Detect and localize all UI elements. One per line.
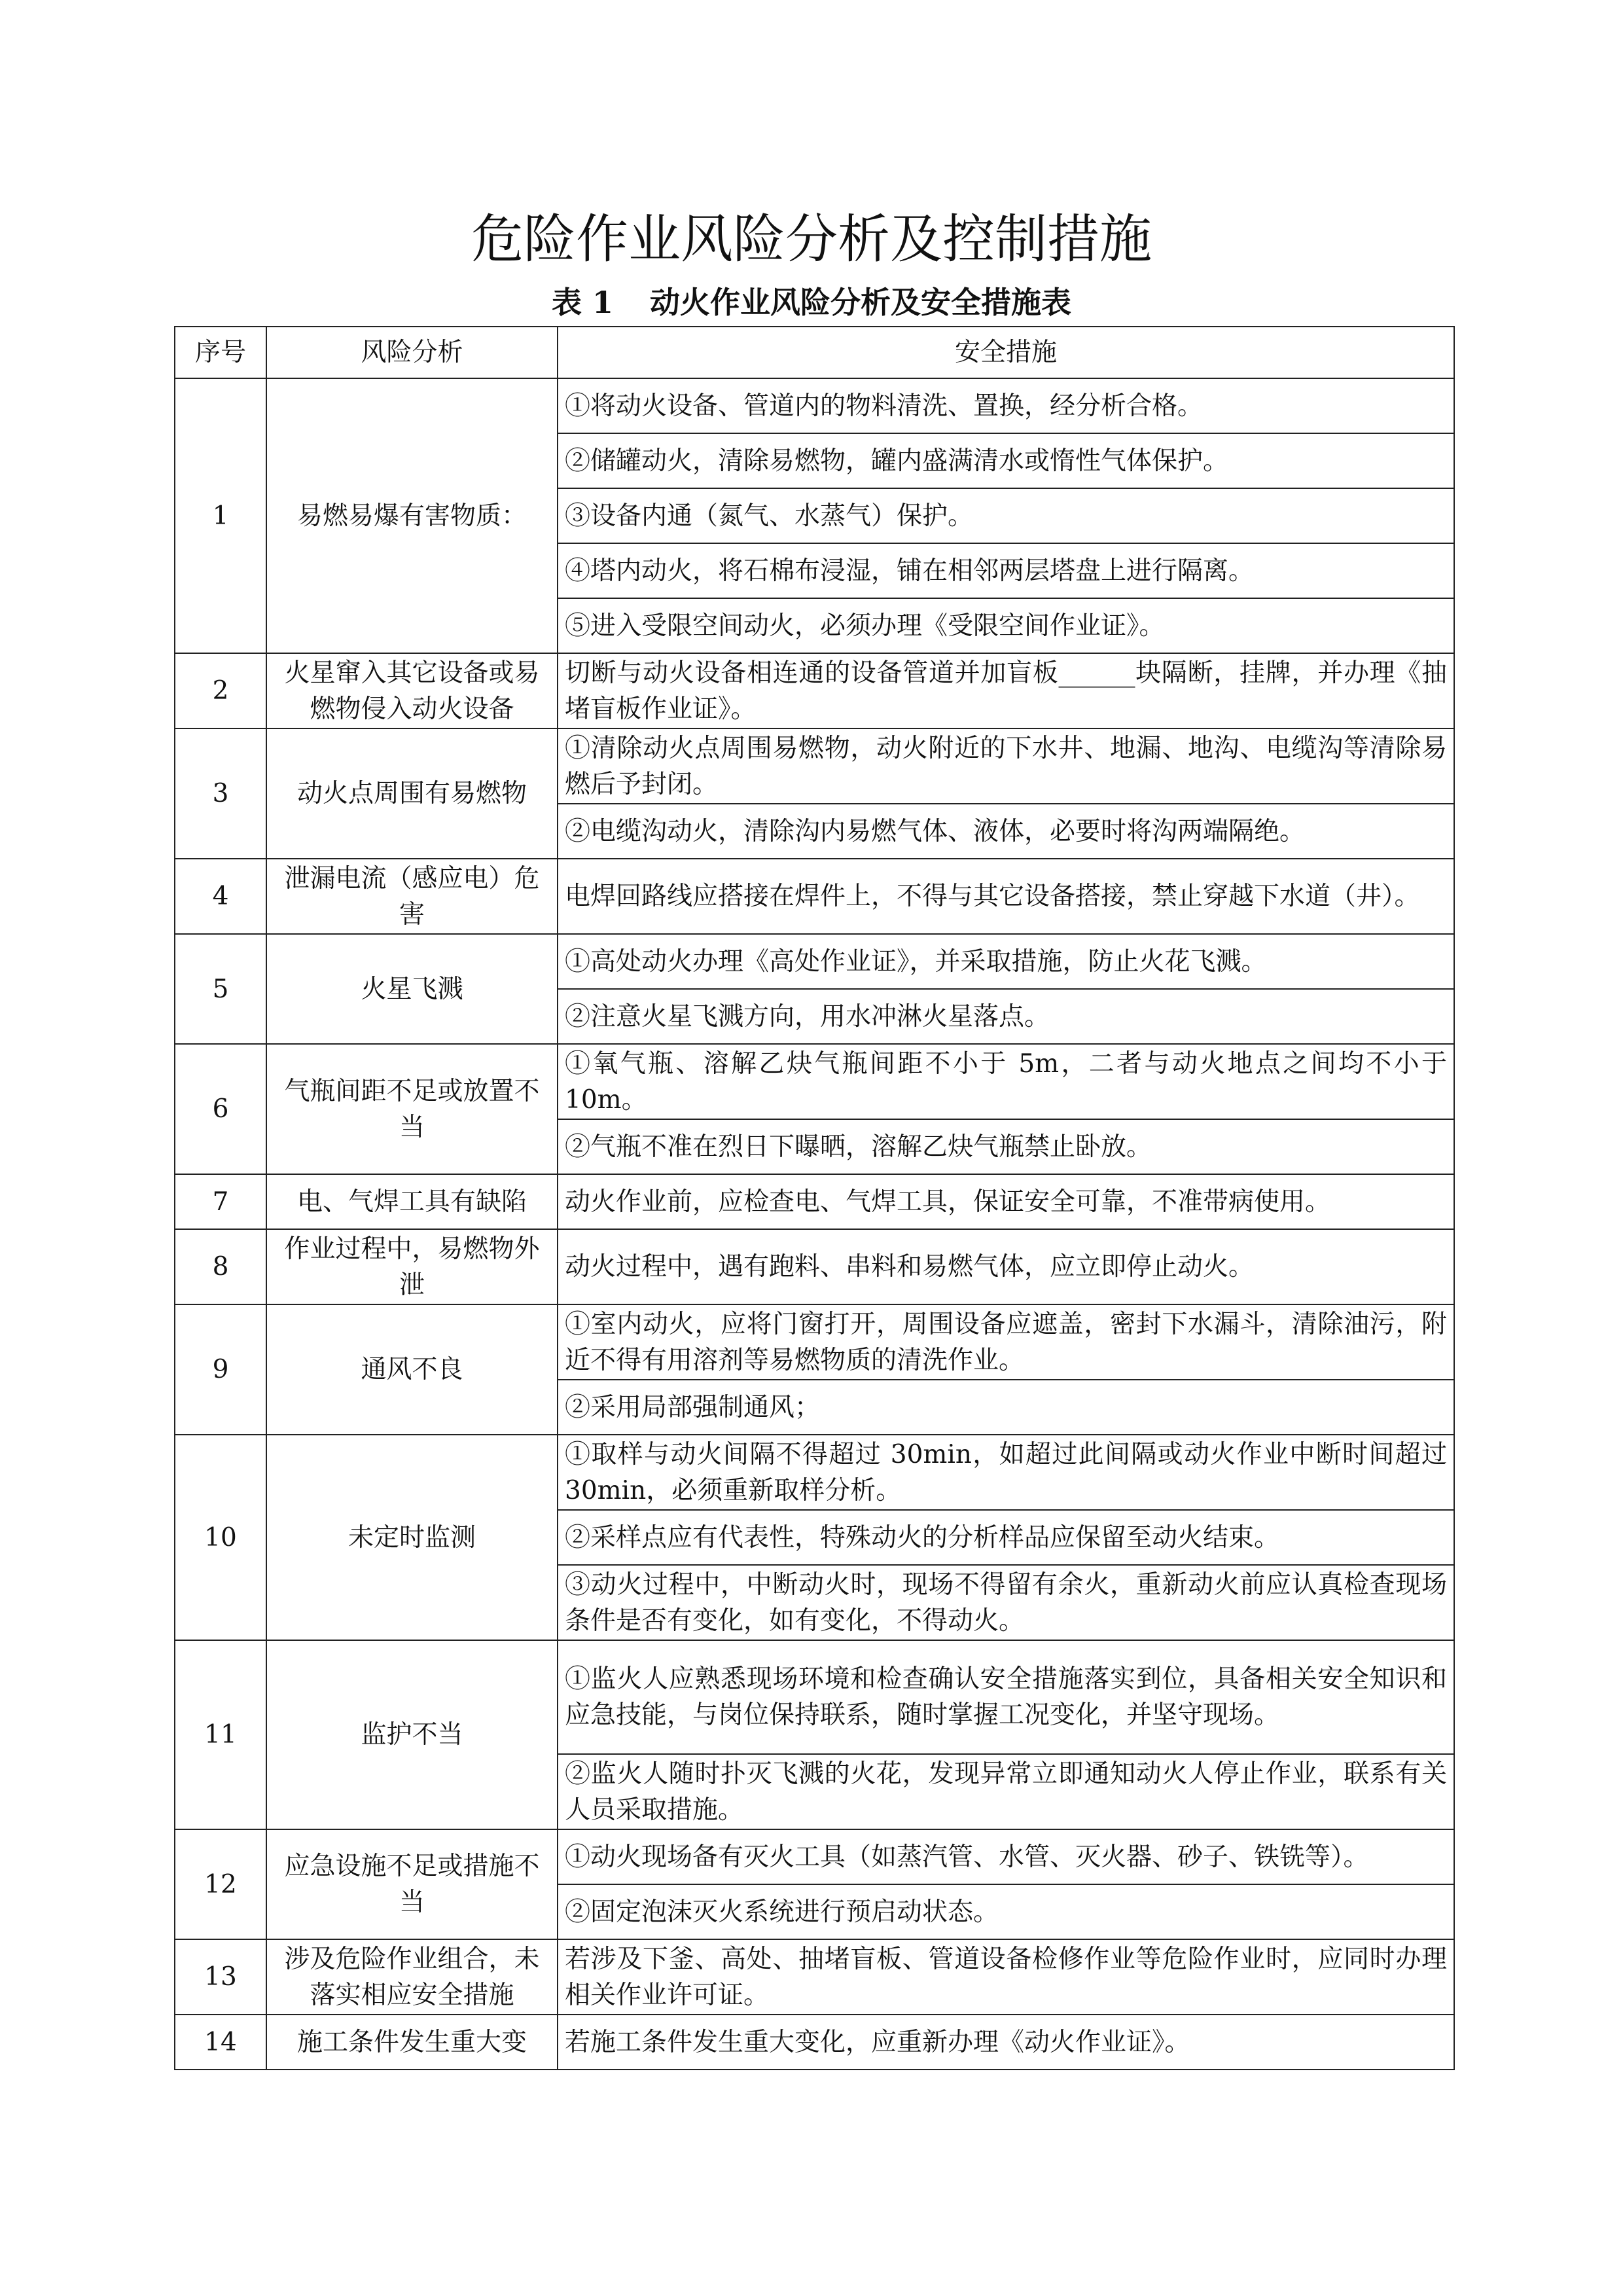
safety-measure-cell: ②监火人随时扑灭飞溅的火花，发现异常立即通知动火人停止作业，联系有关人员采取措施。 [558,1754,1454,1829]
risk-measures-table [174,326,1455,2070]
table-row [175,1229,1454,1304]
risk-analysis-cell: 易燃易爆有害物质： [266,378,558,653]
safety-measure-cell: ①取样与动火间隔不得超过 30min，如超过此间隔或动火作业中断时间超过 30min，必须重新取样分析。 [558,1435,1454,1510]
safety-measure-cell: ②储罐动火，清除易燃物，罐内盛满清水或惰性气体保护。 [558,433,1454,488]
table-row [175,728,1454,804]
table-caption [0,283,1623,322]
table-row [175,859,1454,934]
risk-analysis-cell: 未定时监测 [266,1435,558,1640]
safety-measure-cell: ②注意火星飞溅方向，用水冲淋火星落点。 [558,989,1454,1044]
safety-measure-cell: ①监火人应熟悉现场环境和检查确认安全措施落实到位，具备相关安全知识和应急技能，与岗位保持联系，随时掌握工况变化，并坚守现场。 [558,1640,1454,1754]
safety-measure-cell: ③动火过程中，中断动火时，现场不得留有余火，重新动火前应认真检查现场条件是否有变化，如有变化，不得动火。 [558,1565,1454,1640]
row-number: 12 [175,1829,266,1939]
safety-measure-cell: 电焊回路线应搭接在焊件上，不得与其它设备搭接，禁止穿越下水道（井）。 [558,859,1454,934]
safety-measure-cell: ①高处动火办理《高处作业证》，并采取措施，防止火花飞溅。 [558,934,1454,989]
row-number: 8 [175,1229,266,1304]
safety-measure-cell: ②采用局部强制通风； [558,1380,1454,1435]
table-row [175,1829,1454,1884]
safety-measure-cell: ②固定泡沫灭火系统进行预启动状态。 [558,1884,1454,1939]
risk-analysis-cell: 气瓶间距不足或放置不当 [266,1044,558,1174]
risk-analysis-cell: 泄漏电流（感应电）危害 [266,859,558,934]
header-measures: 安全措施 [558,327,1454,378]
risk-analysis-cell: 作业过程中，易燃物外泄 [266,1229,558,1304]
safety-measure-cell: ④塔内动火，将石棉布浸湿，铺在相邻两层塔盘上进行隔离。 [558,543,1454,598]
safety-measure-cell: 若涉及下釜、高处、抽堵盲板、管道设备检修作业等危险作业时，应同时办理相关作业许可证。 [558,1939,1454,2015]
risk-analysis-cell: 应急设施不足或措施不当 [266,1829,558,1939]
row-number: 6 [175,1044,266,1174]
row-number: 7 [175,1174,266,1229]
row-number: 2 [175,653,266,728]
table-header-row [175,327,1454,378]
row-number: 11 [175,1640,266,1829]
risk-analysis-cell: 动火点周围有易燃物 [266,728,558,859]
risk-analysis-cell: 电、气焊工具有缺陷 [266,1174,558,1229]
row-number: 3 [175,728,266,859]
table-row [175,2015,1454,2070]
safety-measure-cell: ①清除动火点周围易燃物，动火附近的下水井、地漏、地沟、电缆沟等清除易燃后予封闭。 [558,728,1454,804]
safety-measure-cell: ①将动火设备、管道内的物料清洗、置换，经分析合格。 [558,378,1454,433]
table-caption-text: 动火作业风险分析及安全措施表 [650,285,1072,320]
risk-analysis-cell: 火星窜入其它设备或易燃物侵入动火设备 [266,653,558,728]
row-number: 14 [175,2015,266,2070]
row-number: 9 [175,1304,266,1435]
safety-measure-cell: 切断与动火设备相连通的设备管道并加盲板______块隔断，挂牌，并办理《抽堵盲板作业证》。 [558,653,1454,728]
safety-measure-cell: 若施工条件发生重大变化，应重新办理《动火作业证》。 [558,2015,1454,2070]
table-row [175,1174,1454,1229]
safety-measure-cell: ②采样点应有代表性，特殊动火的分析样品应保留至动火结束。 [558,1510,1454,1565]
safety-measure-cell: ①氧气瓶、溶解乙炔气瓶间距不小于 5m，二者与动火地点之间均不小于 10m。 [558,1044,1454,1119]
safety-measure-cell: 动火过程中，遇有跑料、串料和易燃气体，应立即停止动火。 [558,1229,1454,1304]
safety-measure-cell: ①动火现场备有灭火工具（如蒸汽管、水管、灭火器、砂子、铁铣等）。 [558,1829,1454,1884]
header-risk: 风险分析 [266,327,558,378]
table-row [175,1044,1454,1119]
safety-measure-cell: ⑤进入受限空间动火，必须办理《受限空间作业证》。 [558,598,1454,653]
table-row [175,1640,1454,1754]
risk-analysis-cell: 监护不当 [266,1640,558,1829]
header-no: 序号 [175,327,266,378]
table-row [175,934,1454,989]
safety-measure-cell: 动火作业前，应检查电、气焊工具，保证安全可靠，不准带病使用。 [558,1174,1454,1229]
row-number: 1 [175,378,266,653]
row-number: 5 [175,934,266,1044]
risk-analysis-cell: 通风不良 [266,1304,558,1435]
page-title: 危险作业风险分析及控制措施 [471,209,1152,270]
row-number: 4 [175,859,266,934]
row-number: 13 [175,1939,266,2015]
table-row [175,378,1454,433]
row-number: 10 [175,1435,266,1640]
risk-analysis-cell: 火星飞溅 [266,934,558,1044]
table-row [175,1304,1454,1380]
risk-analysis-cell: 涉及危险作业组合，未落实相应安全措施 [266,1939,558,2015]
safety-measure-cell: ①室内动火，应将门窗打开，周围设备应遮盖，密封下水漏斗，清除油污，附近不得有用溶剂等易燃物质的清洗作业。 [558,1304,1454,1380]
safety-measure-cell: ②气瓶不准在烈日下曝晒，溶解乙炔气瓶禁止卧放。 [558,1119,1454,1174]
table-row [175,653,1454,728]
risk-analysis-cell: 施工条件发生重大变 [266,2015,558,2070]
safety-measure-cell: ②电缆沟动火，清除沟内易燃气体、液体，必要时将沟两端隔绝。 [558,804,1454,859]
safety-measure-cell: ③设备内通（氮气、水蒸气）保护。 [558,488,1454,543]
table-caption-label: 表 1 [551,285,614,320]
table-row [175,1435,1454,1510]
table-row [175,1939,1454,2015]
